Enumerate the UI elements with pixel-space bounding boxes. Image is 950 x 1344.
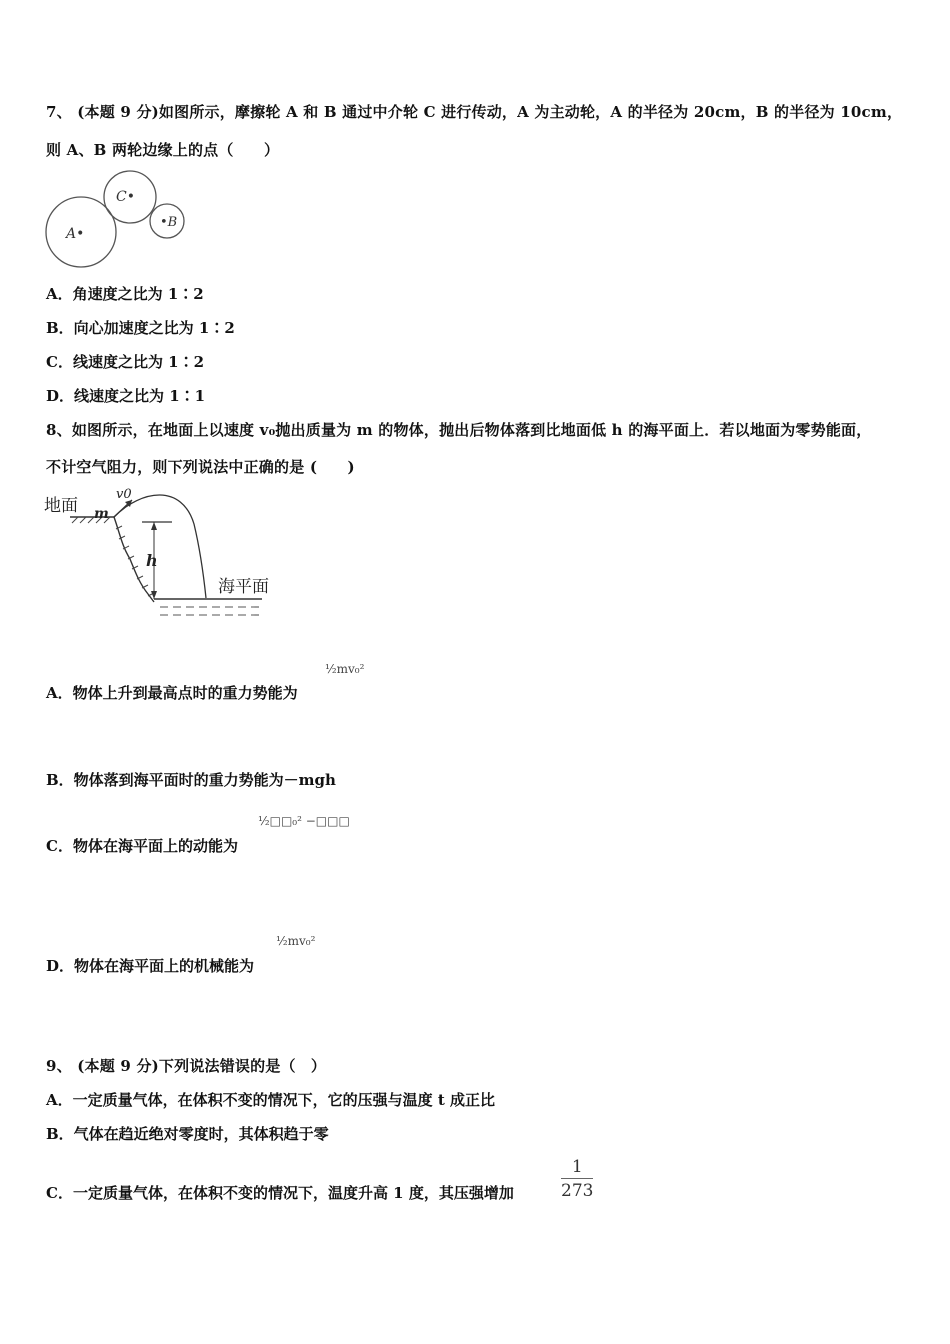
fraction-numerator: 1 — [561, 1157, 593, 1179]
q9-fraction — [561, 1157, 593, 1201]
q7-friction-wheels-figure — [42, 168, 187, 270]
q8-option-d-formula: ½mv₀² — [276, 934, 316, 948]
q8-stem-line2: 不计空气阻力，则下列说法中正确的是 ( ) — [46, 458, 355, 476]
q7-option-b: B．向心加速度之比为 1∶2 — [46, 319, 235, 337]
q8-stem-line1: 8、如图所示，在地面上以速度 v₀抛出质量为 m 的物体，抛出后物体落到比地面低 h 的海平面上．若以地面为零势能面， — [46, 421, 872, 439]
velocity-label: v0 — [116, 487, 132, 502]
q9-option-a: A．一定质量气体，在体积不变的情况下，它的压强与温度 t 成正比 — [46, 1091, 496, 1109]
q8-option-a: A．物体上升到最高点时的重力势能为 — [46, 684, 298, 702]
q8-option-b: B．物体落到海平面时的重力势能为－mgh — [46, 771, 336, 789]
q9-option-c: C．一定质量气体，在体积不变的情况下，温度升高 1 度，其压强增加 — [46, 1184, 514, 1202]
label-c: C• — [116, 189, 135, 205]
q7-option-a: A．角速度之比为 1∶2 — [46, 285, 204, 303]
q8-option-c: C．物体在海平面上的动能为 — [46, 837, 238, 855]
label-b: •B — [160, 215, 178, 230]
q9-stem: 9、 (本题 9 分)下列说法错误的是（ ） — [46, 1057, 327, 1075]
q8-option-d: D．物体在海平面上的机械能为 — [46, 957, 255, 975]
q9-option-b: B．气体在趋近绝对零度时，其体积趋于零 — [46, 1125, 329, 1143]
q7-stem-line1: 7、 (本题 9 分)如图所示，摩擦轮 A 和 B 通过中介轮 C 进行传动，A 为主动轮，A 的半径为 20cm，B 的半径为 10cm， — [46, 103, 903, 121]
sea-label: 海平面 — [218, 577, 269, 597]
q7-option-c: C．线速度之比为 1∶2 — [46, 353, 205, 371]
q8-option-c-formula: ½□□₀² −□□□ — [258, 814, 350, 828]
ground-label: 地面 — [44, 496, 78, 516]
fraction-denominator: 273 — [561, 1181, 594, 1201]
q7-option-d: D．线速度之比为 1∶1 — [46, 387, 206, 405]
q8-projectile-figure — [42, 484, 287, 622]
q7-stem-line2: 则 A、B 两轮边缘上的点（ ） — [46, 141, 280, 159]
mass-label: m — [94, 506, 109, 522]
height-label: h — [146, 551, 158, 570]
q8-option-a-formula: ½mv₀² — [325, 662, 365, 676]
label-a: A• — [66, 226, 85, 242]
